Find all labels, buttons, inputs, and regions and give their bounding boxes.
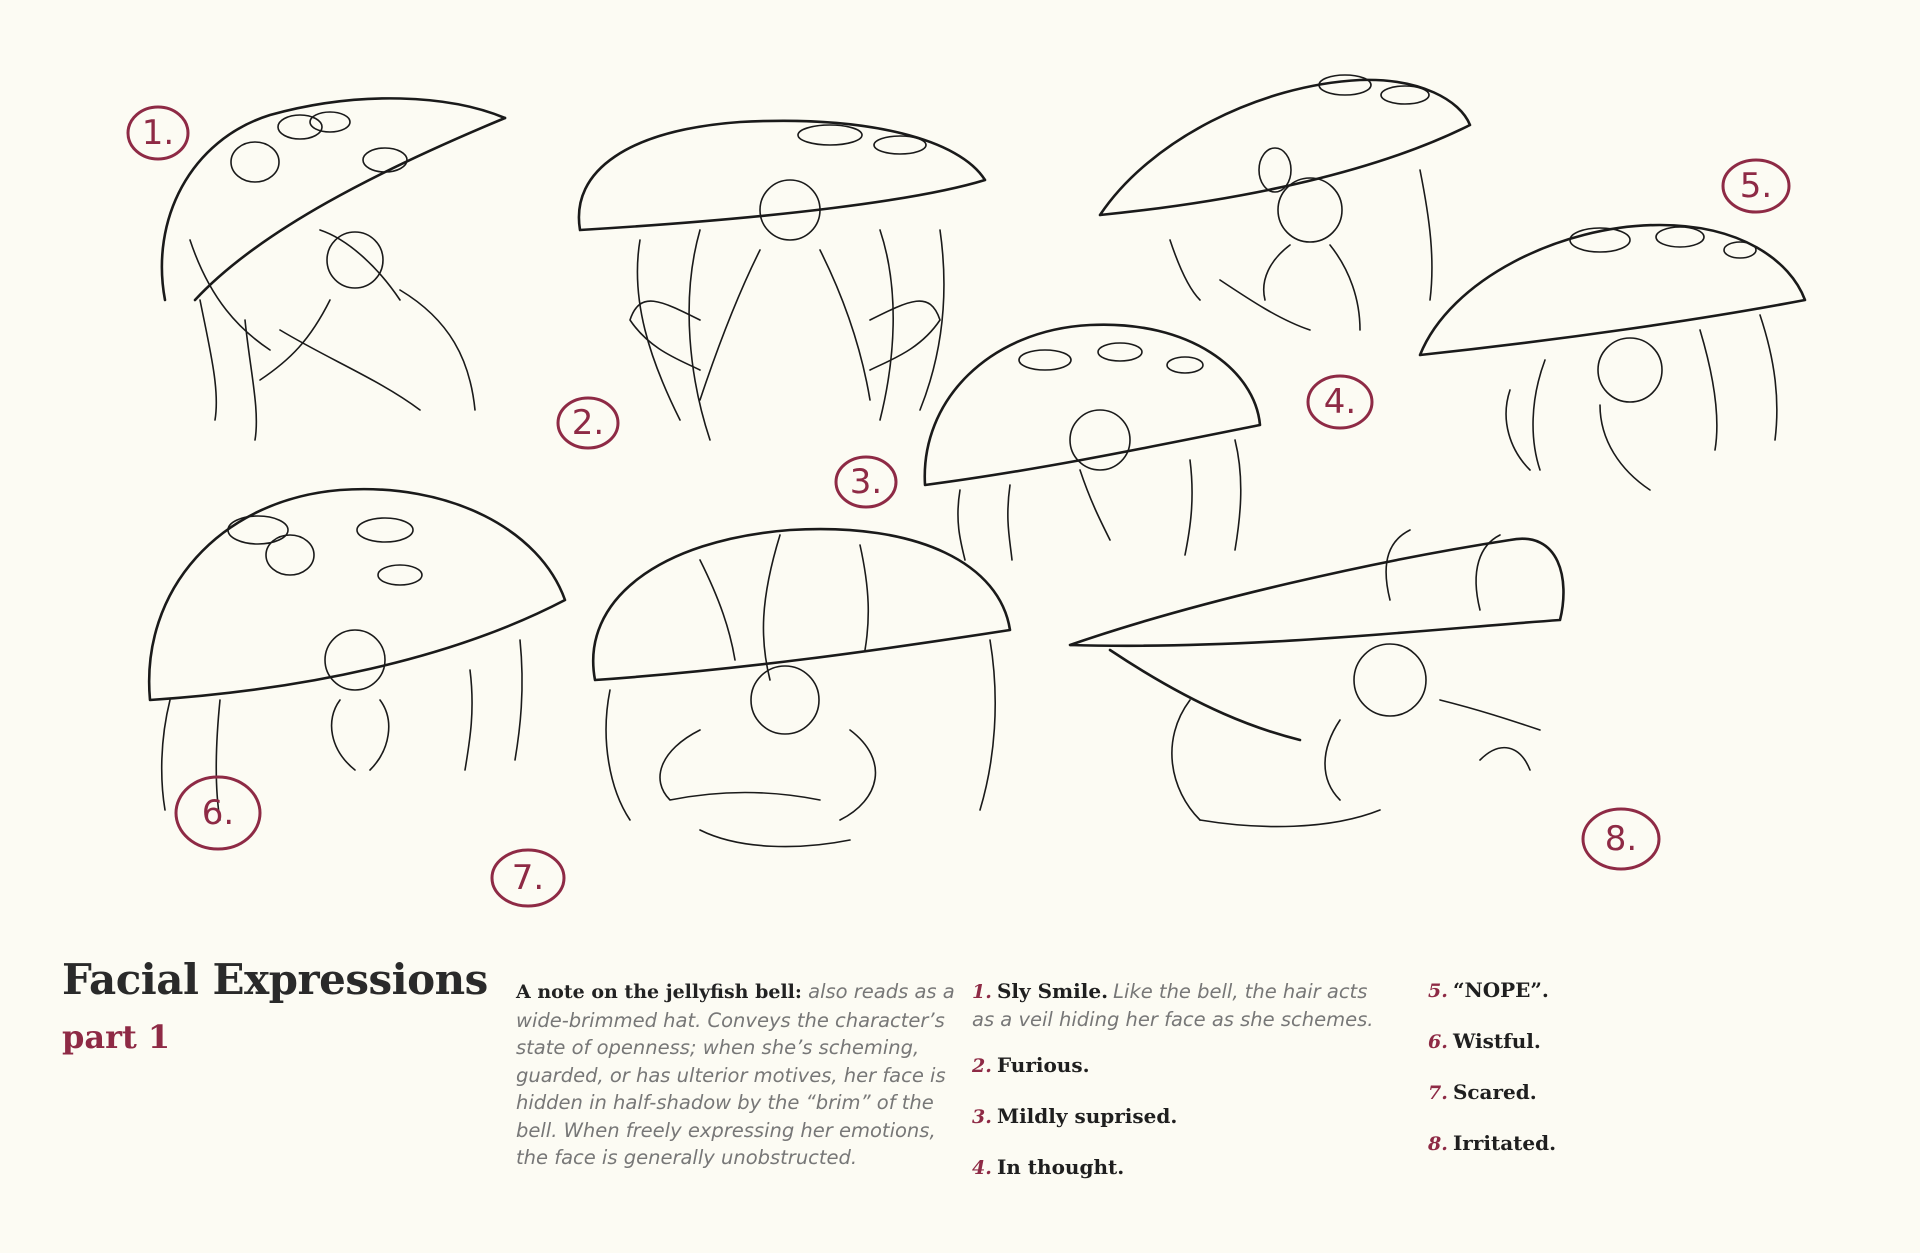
sketch-number-5 bbox=[1723, 160, 1789, 212]
expression-item-3 bbox=[972, 1104, 1392, 1128]
sketch-6-illustration bbox=[149, 489, 565, 820]
sketch-8-illustration bbox=[1070, 530, 1563, 827]
expression-item-7 bbox=[1428, 1080, 1728, 1104]
expression-item-5 bbox=[1428, 978, 1728, 1002]
expression-list-right bbox=[1428, 978, 1728, 1155]
sketch-2-illustration bbox=[579, 121, 985, 440]
page-subtitle: part 1 bbox=[62, 1018, 171, 1056]
svg-text:5.: 5. bbox=[1739, 166, 1773, 206]
svg-text:1.: 1. bbox=[141, 113, 175, 153]
note-heading: A note on the jellyfish bell: bbox=[516, 981, 802, 1003]
svg-text:3.: 3. bbox=[849, 462, 883, 502]
sketch-7-illustration bbox=[593, 529, 1010, 847]
expression-number: 7. bbox=[1428, 1082, 1448, 1104]
expression-label: Wistful. bbox=[1452, 1029, 1541, 1053]
sketch-number-7 bbox=[492, 850, 564, 906]
expression-number: 2. bbox=[972, 1055, 992, 1077]
sketch-4-illustration bbox=[1100, 75, 1470, 330]
expression-label: Furious. bbox=[996, 1053, 1090, 1077]
sketch-number-3 bbox=[836, 457, 896, 507]
expression-label: In thought. bbox=[996, 1155, 1125, 1179]
expression-number: 8. bbox=[1428, 1133, 1448, 1155]
expression-number: 4. bbox=[972, 1157, 992, 1179]
page-title: Facial Expressions bbox=[62, 955, 488, 1004]
expression-item-1 bbox=[972, 978, 1392, 1033]
sketch-3-illustration bbox=[925, 325, 1260, 560]
expression-number: 5. bbox=[1428, 980, 1448, 1002]
expression-list-left bbox=[972, 978, 1392, 1179]
expression-item-8 bbox=[1428, 1131, 1728, 1155]
note-body: also reads as a wide-brimmed hat. Conveys the character’s state of openness; when she’s scheming, guarded, or has ulterior motives, her face is hidden in half-shadow by the “brim” of the bell. When freely expressing her emotions, the face is generally unobstructed. bbox=[516, 980, 955, 1169]
sketch-number-6 bbox=[176, 777, 260, 849]
svg-text:7.: 7. bbox=[511, 858, 545, 898]
expression-number: 1. bbox=[972, 981, 992, 1003]
expression-item-2 bbox=[972, 1053, 1392, 1077]
expression-label: Mildly suprised. bbox=[996, 1104, 1178, 1128]
expression-item-6 bbox=[1428, 1029, 1728, 1053]
sketch-5-illustration bbox=[1420, 225, 1805, 490]
expression-label: Irritated. bbox=[1452, 1131, 1557, 1155]
expression-label: Sly Smile. bbox=[996, 979, 1109, 1003]
title-block bbox=[62, 955, 488, 1056]
sketch-number-2 bbox=[558, 398, 618, 448]
svg-text:2.: 2. bbox=[571, 403, 605, 443]
expression-label: Scared. bbox=[1452, 1080, 1537, 1104]
sketch-number-8 bbox=[1583, 809, 1659, 869]
expression-number: 3. bbox=[972, 1106, 992, 1128]
sketch-number-4 bbox=[1308, 376, 1372, 428]
expression-description: Like the bell, the hair acts as a veil hiding her face as she schemes. bbox=[972, 980, 1374, 1031]
expression-label: “NOPE”. bbox=[1452, 978, 1549, 1002]
expression-number: 6. bbox=[1428, 1031, 1448, 1053]
jellyfish-note bbox=[516, 978, 956, 1172]
svg-text:6.: 6. bbox=[201, 793, 235, 833]
expression-item-4 bbox=[972, 1155, 1392, 1179]
svg-text:4.: 4. bbox=[1323, 382, 1357, 422]
sketch-number-1 bbox=[128, 107, 188, 159]
sketch-1-illustration bbox=[162, 98, 505, 440]
svg-text:8.: 8. bbox=[1604, 819, 1638, 859]
